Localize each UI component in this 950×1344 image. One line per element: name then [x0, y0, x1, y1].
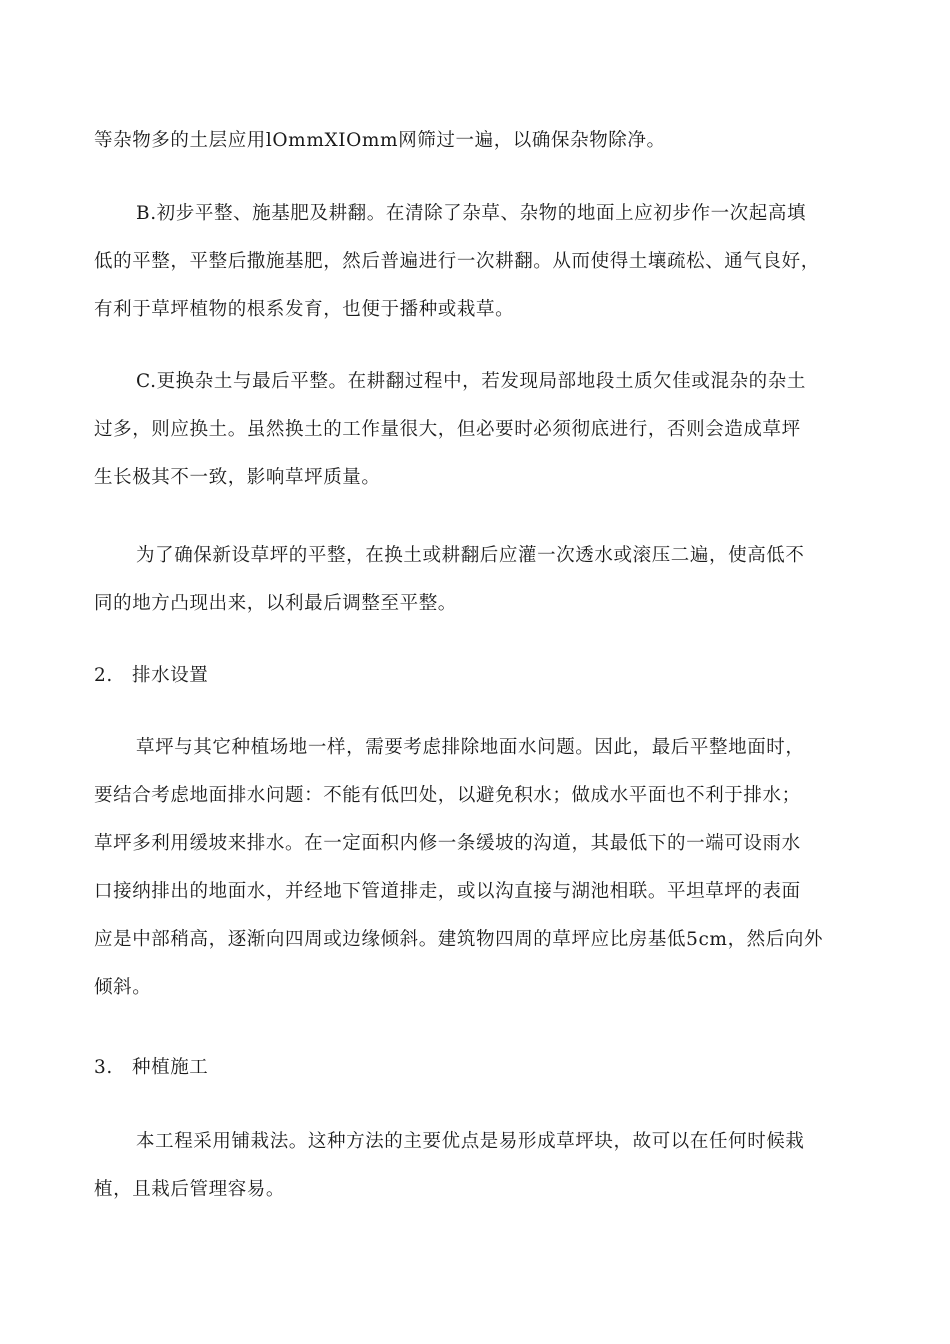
section-number: 2.: [94, 665, 113, 686]
section-number: 3.: [94, 1057, 113, 1078]
paragraph-line: 为了确保新设草坪的平整，在换土或耕翻后应灌一次透水或滚压二遍，使高低不: [136, 545, 805, 566]
paragraph-line: 生长极其不一致，影响草坪质量。: [94, 467, 381, 488]
paragraph-line: 草坪与其它种植场地一样，需要考虑排除地面水问题。因此，最后平整地面时，: [136, 737, 805, 758]
paragraph-line: 要结合考虑地面排水问题：不能有低凹处，以避免积水；做成水平面也不利于排水；: [94, 785, 801, 806]
section-heading: [94, 1057, 208, 1079]
paragraph-line: 倾斜。: [94, 977, 152, 998]
paragraph-line: 应是中部稍高，逐渐向四周或边缘倾斜。建筑物四周的草坪应比房基低5cm，然后向外: [94, 929, 824, 950]
paragraph-line: 等杂物多的土层应用lOmmXIOmm网筛过一遍，以确保杂物除净。: [94, 130, 666, 151]
paragraph-line: 有利于草坪植物的根系发育，也便于播种或栽草。: [94, 299, 515, 320]
section-title: 排水设置: [132, 665, 209, 686]
section-heading: [94, 665, 208, 687]
paragraph-line: 本工程采用铺栽法。这种方法的主要优点是易形成草坪块，故可以在任何时候栽: [136, 1131, 805, 1152]
paragraph-line: 口接纳排出的地面水，并经地下管道排走，或以沟直接与湖池相联。平坦草坪的表面: [94, 881, 801, 902]
section-title: 种植施工: [132, 1057, 209, 1078]
paragraph-line: C.更换杂土与最后平整。在耕翻过程中，若发现局部地段土质欠佳或混杂的杂土: [136, 371, 806, 392]
paragraph-line: 低的平整，平整后撒施基肥，然后普遍进行一次耕翻。从而使得土壤疏松、通气良好，: [94, 251, 820, 272]
paragraph-line: 植，且栽后管理容易。: [94, 1179, 286, 1200]
paragraph-line: B.初步平整、施基肥及耕翻。在清除了杂草、杂物的地面上应初步作一次起高填: [136, 203, 807, 224]
paragraph-line: 草坪多利用缓坡来排水。在一定面积内修一条缓坡的沟道，其最低下的一端可设雨水: [94, 833, 801, 854]
paragraph-line: 同的地方凸现出来，以利最后调整至平整。: [94, 593, 457, 614]
paragraph-line: 过多，则应换土。虽然换土的工作量很大，但必要时必须彻底进行，否则会造成草坪: [94, 419, 801, 440]
